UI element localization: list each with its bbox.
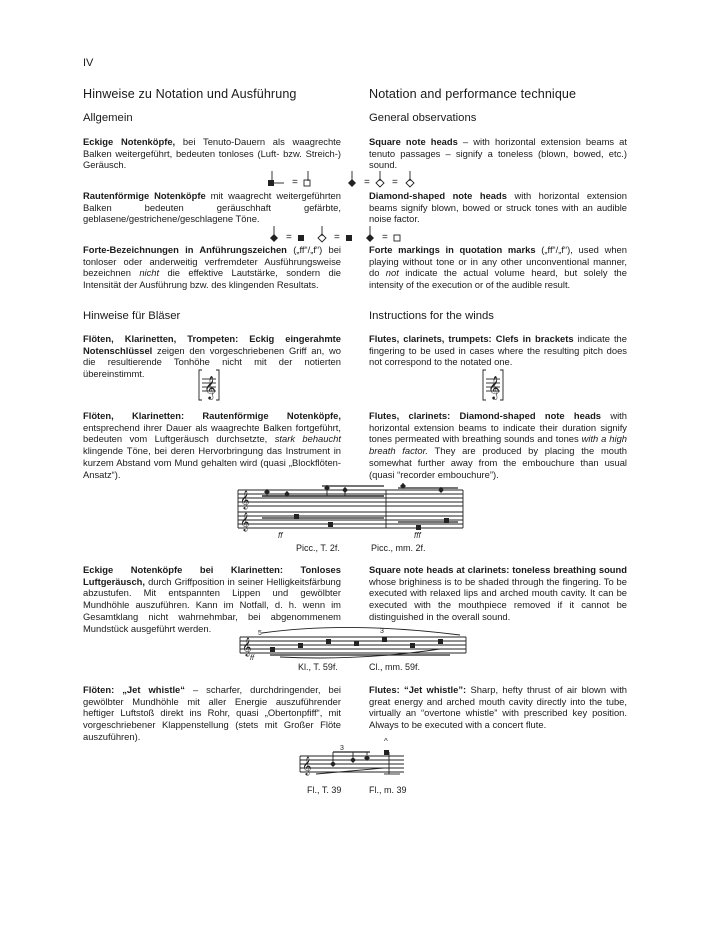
english-p7-bold: Flutes: “Jet whistle”: xyxy=(369,684,467,695)
piccolo-score-excerpt xyxy=(238,482,468,540)
eq-sign-1: = xyxy=(292,177,298,188)
german-p3-bold: Forte-Bezeichnungen in Anführungszeichen xyxy=(83,244,287,255)
eq-sign-3: = xyxy=(392,177,398,188)
english-p2 xyxy=(369,190,627,225)
german-p5-italic: stark behaucht xyxy=(274,433,341,445)
english-p3-text-a: („ff“/„f“), used when playing without tone or in any other unconventional manner, do xyxy=(369,244,627,279)
flute-jet-whistle-excerpt xyxy=(300,738,410,782)
german-p3-text-b: die effektive Lautstärke, sondern die Intensität der Ausführung bzw. des klingenden Resultats. xyxy=(83,267,341,291)
diamond-examples xyxy=(268,224,428,244)
english-p6-bold: Square note heads at clarinets: toneless breathing sound xyxy=(369,564,627,575)
german-p1-text: bei Tenuto-Dauern als waagrechte Balken weitergeführt, bedeuten tonloses (Luft- bzw. Streich-) Geräusch. xyxy=(83,136,341,171)
german-p4-bold: Flöten, Klarinetten, Trompeten: Eckig eingerahmte Notenschlüssel xyxy=(83,333,341,356)
clarinet-score-excerpt xyxy=(240,627,470,661)
notehead-examples xyxy=(268,169,428,189)
page-number: IV xyxy=(83,57,94,69)
german-p6 xyxy=(83,564,341,634)
english-general-heading: General observations xyxy=(369,112,477,124)
german-p7-bold: Flöten: „Jet whistle“ xyxy=(83,684,185,695)
english-p3-text-b: indicate the actual volume heard, but solely the intensity of the execution or of the audible result. xyxy=(369,267,627,291)
treble-clef-upper: 𝄞 xyxy=(240,492,250,509)
german-p2-text: mit waagrecht weitergeführten Balken bedeuten geräuschhaft gefärbte, geblasene/gestrichene/geschlagene Töne. xyxy=(83,190,341,225)
english-p4-text: indicate the fingering to be used in cases where the resulting pitch does not correspond to the notated one. xyxy=(369,333,627,368)
english-p1-bold: Square note heads xyxy=(369,136,458,147)
treble-clef-lower: 𝄞 xyxy=(240,514,250,531)
english-p7 xyxy=(369,684,627,731)
german-p5-text-a: entsprechend ihrer Dauer als waagrechte Balken fortgeführt, bedeuten vom Luftgeräusch durchsetzte, xyxy=(83,421,341,445)
german-p3-text-a: („ff“/„f“) bei tonloser oder anderweitig verfremdeter Ausführungsweise bezeichnen xyxy=(83,244,342,279)
eq-sign-5: = xyxy=(334,232,340,243)
english-p5 xyxy=(369,410,627,480)
english-p2-bold: Diamond-shaped note heads xyxy=(369,190,507,201)
caption-fl-de: Fl., T. 39 xyxy=(307,785,342,795)
bracketed-clef-icon-en xyxy=(482,368,504,402)
german-p4-text: zeigen den vorgeschriebenen Griff an, wo die resultierende Tonhöhe nicht mit der notierten übereinstimmt. xyxy=(83,344,341,380)
dyn-fff: fff xyxy=(414,531,421,540)
treble-clef-flute: 𝄞 xyxy=(302,758,312,775)
english-p1 xyxy=(369,136,627,171)
treble-clef-clarinet: 𝄞 xyxy=(242,639,252,656)
english-p4 xyxy=(369,333,627,368)
german-general-heading: Allgemein xyxy=(83,112,133,124)
eq-sign-2: = xyxy=(364,177,370,188)
german-p5 xyxy=(83,410,341,480)
english-p5-text-b: They are produced by placing the mouth somewhat further away from the embouchure than usual (quasi “recorder embouchure”). xyxy=(369,445,627,480)
english-winds-heading: Instructions for the winds xyxy=(369,310,494,322)
bracketed-clef-icon xyxy=(198,368,220,402)
dyn-ff-cl: ff xyxy=(250,655,254,662)
caption-picc-en: Picc., mm. 2f. xyxy=(371,543,426,553)
english-p6-text: whose brighiness is to be shaded through the fingering. To be executed with relaxed lips and arched mouth cavity. It can be executed with the mouthpiece removed if it cannot be distinguished in the overall sound. xyxy=(369,575,627,622)
eq-sign-4: = xyxy=(286,232,292,243)
english-p3-bold: Forte markings in quotation marks xyxy=(369,244,536,255)
german-p1 xyxy=(83,136,341,171)
caption-picc-de: Picc., T. 2f. xyxy=(296,543,340,553)
german-p2-bold: Rautenförmige Notenköpfe xyxy=(83,190,206,201)
german-title: Hinweise zu Notation und Ausführung xyxy=(83,87,297,101)
german-p3-italic: nicht xyxy=(139,267,160,279)
treble-clef-icon: 𝄞 xyxy=(204,377,216,399)
german-p5-bold: Flöten, Klarinetten: Rautenförmige Notenköpfe, xyxy=(83,410,341,421)
german-p6-bold: Eckige Notenköpfe bei Klarinetten: Tonloses Luftgeräusch, xyxy=(83,564,341,587)
english-p3-italic: not xyxy=(385,267,399,279)
caption-kl-de: Kl., T. 59f. xyxy=(298,662,338,672)
english-p4-bold: Flutes, clarinets, trumpets: Clefs in brackets xyxy=(369,333,574,344)
english-p2-text: with horizontal extension beams signify blown, bowed or struck tones with an audible noise factor. xyxy=(369,190,627,225)
german-p2 xyxy=(83,190,341,225)
staff-lower xyxy=(238,512,463,528)
english-p1-text: – with horizontal extension beams at tenuto passages – signify a toneless (blown, bowed, etc.) sound. xyxy=(369,136,627,171)
english-p5-italic: with a high breath factor. xyxy=(369,433,627,457)
german-p6-text: durch Griffposition in seiner Helligkeitsfärbung abzustufen. Mit entspannten Lippen und gewölbter Mundhöhle auszuführen. Kann im Notfall, d. h. wenn im Gesamtklang nicht wahrnehmbar, bei abgenommenem Mundstück ausgeführt werden. xyxy=(83,575,341,634)
treble-clef-icon-2: 𝄞 xyxy=(488,377,500,399)
staff-upper xyxy=(238,490,463,506)
english-p3 xyxy=(369,244,627,291)
german-p7-text: – scharfer, durchdringender, bei gewölbter Mundhöhle mit aller Energie auszuführender heftiger Luftstoß direkt ins Rohr, quasi „Obertonpfiff“, mit vorgeschriebener Klappenstellung (stets mit Großer Flöte auszuführen). xyxy=(83,684,341,742)
tuplet-3-fl: 3 xyxy=(340,745,344,752)
german-p1-bold: Eckige Notenköpfe, xyxy=(83,136,176,147)
english-p6 xyxy=(369,564,627,623)
eq-sign-6: = xyxy=(382,232,388,243)
german-winds-heading: Hinweise für Bläser xyxy=(83,310,181,322)
english-p5-text-a: with horizontal extension beams to indicate their duration signify tones permeated with breathing sounds and tones xyxy=(369,410,628,445)
german-p5-text-b: klingende Töne, bei deren Hervorbringung das Instrument in kurzem Abstand vom Mund gehalten wird (quasi „Blockflöten-Ansatz“). xyxy=(83,445,341,480)
english-p5-bold: Flutes, clarinets: Diamond-shaped note heads xyxy=(369,410,602,421)
english-p7-text: Sharp, hefty thrust of air blown with great energy and arched mouth cavity directly into the tube, virtually an “overtone whistle” with prescribed key position. Always to be executed with a concert flute. xyxy=(369,684,628,731)
dyn-ff: ff xyxy=(278,531,283,540)
accent-mark: ^ xyxy=(384,737,388,746)
english-title: Notation and performance technique xyxy=(369,87,577,101)
german-p3 xyxy=(83,244,341,291)
tuplet-3: 3 xyxy=(380,628,384,635)
german-p7 xyxy=(83,684,341,743)
caption-fl-en: Fl., m. 39 xyxy=(369,785,407,795)
tuplet-5: 5 xyxy=(258,630,262,637)
caption-cl-en: Cl., mm. 59f. xyxy=(369,662,421,672)
